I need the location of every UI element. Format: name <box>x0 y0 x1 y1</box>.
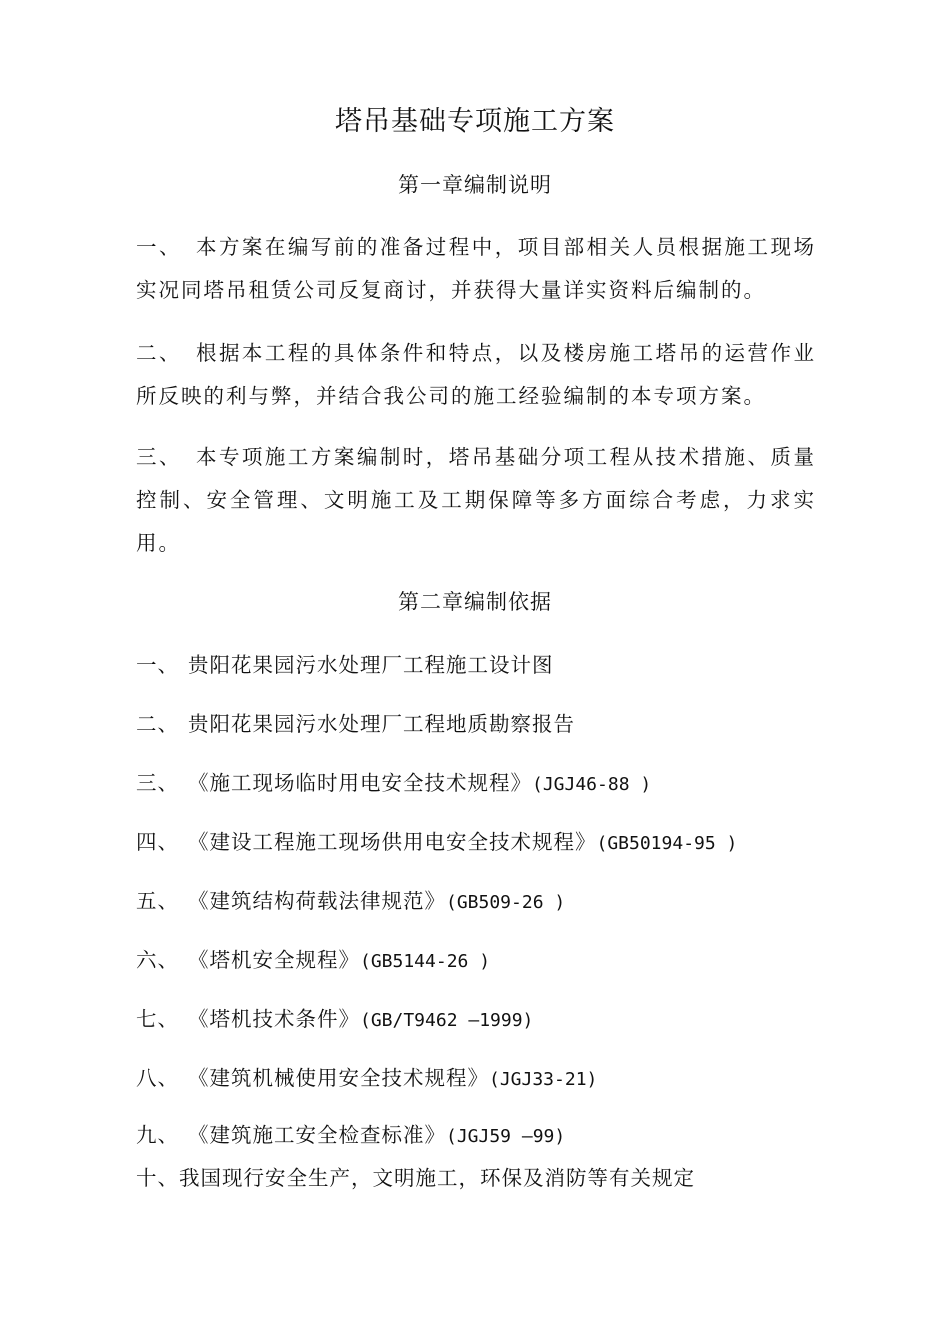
reference-item: 三、 《施工现场临时用电安全技术规程》(JGJ46-88 ) <box>136 771 652 795</box>
document-title: 塔吊基础专项施工方案 <box>335 106 615 137</box>
chapter1-paragraph-3 <box>136 436 816 565</box>
chapter2-heading: 第二章编制依据 <box>398 590 552 614</box>
paragraph-text: 本专项施工方案编制时，塔吊基础分项工程从技术措施、质量控制、安全管理、文明施工及工期保障等多方面综合考虑，力求实用。 <box>136 445 817 555</box>
reference-item: 一、 贵阳花果园污水处理厂工程施工设计图 <box>136 653 554 677</box>
paragraph-text: 根据本工程的具体条件和特点，以及楼房施工塔吊的运营作业所反映的利与弊，并结合我公司的施工经验编制的本专项方案。 <box>136 341 817 408</box>
reference-item: 八、 《建筑机械使用安全技术规程》(JGJ33-21) <box>136 1066 598 1090</box>
reference-item: 五、 《建筑结构荷载法律规范》(GB509-26 ) <box>136 889 566 913</box>
chapter1-paragraph-2 <box>136 332 816 418</box>
paragraph-number: 三、 <box>136 445 182 469</box>
paragraph-number: 二、 <box>136 341 182 365</box>
reference-item: 二、 贵阳花果园污水处理厂工程地质勘察报告 <box>136 712 575 736</box>
paragraph-number: 一、 <box>136 235 182 259</box>
reference-item: 十、我国现行安全生产，文明施工，环保及消防等有关规定 <box>136 1166 695 1190</box>
paragraph-text: 本方案在编写前的准备过程中，项目部相关人员根据施工现场实况同塔吊租赁公司反复商讨，并获得大量详实资料后编制的。 <box>136 235 817 302</box>
reference-item: 六、 《塔机安全规程》(GB5144-26 ) <box>136 948 491 972</box>
chapter1-paragraph-1 <box>136 226 816 312</box>
reference-item: 九、 《建筑施工安全检查标准》(JGJ59 —99) <box>136 1123 566 1147</box>
reference-item: 七、 《塔机技术条件》(GB/T9462 —1999) <box>136 1007 534 1031</box>
chapter1-heading: 第一章编制说明 <box>398 173 552 197</box>
reference-item: 四、 《建设工程施工现场供用电安全技术规程》(GB50194-95 ) <box>136 830 738 854</box>
